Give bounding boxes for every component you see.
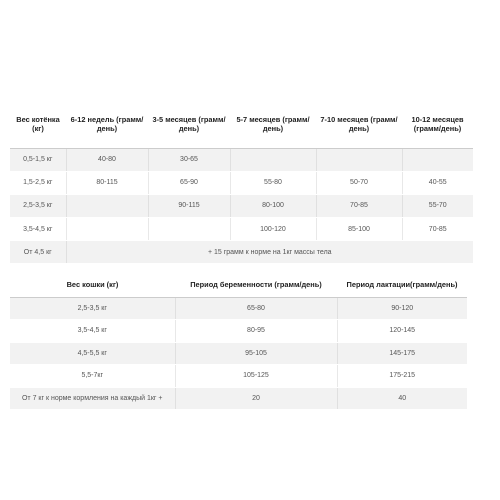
table-cell (316, 148, 402, 171)
header-10-12-months: 10-12 месяцев (грамм/день) (402, 100, 473, 148)
table-cell: 80-95 (175, 320, 337, 343)
table-cell: От 7 кг к норме кормления на каждый 1кг + (10, 387, 175, 410)
table-cell: 120-145 (337, 320, 467, 343)
table-cell: 5,5-7кг (10, 365, 175, 388)
table-cell (402, 148, 473, 171)
header-pregnancy: Период беременности (грамм/день) (175, 273, 337, 297)
header-lactation: Период лактации(грамм/день) (337, 273, 467, 297)
table-cell: 90-115 (148, 194, 230, 217)
table-cell (148, 218, 230, 241)
header-cat-weight: Вес кошки (кг) (10, 273, 175, 297)
table-cell: 40-55 (402, 171, 473, 194)
table-row (10, 148, 473, 171)
table-cell: 1,5-2,5 кг (10, 171, 66, 194)
table-cell: 50-70 (316, 171, 402, 194)
table-header-row (10, 273, 467, 297)
header-kitten-weight: Вес котёнка (кг) (10, 100, 66, 148)
table-cell: 70-85 (316, 194, 402, 217)
table-row (10, 241, 473, 264)
table-cell: 105-125 (175, 365, 337, 388)
header-7-10-months: 7-10 месяцев (грамм/день) (316, 100, 402, 148)
table-cell: 95-105 (175, 342, 337, 365)
table-cell: 2,5-3,5 кг (10, 297, 175, 320)
table-cell: 145-175 (337, 342, 467, 365)
table-header-row (10, 100, 473, 148)
table-cell: 3,5-4,5 кг (10, 218, 66, 241)
table-cell: 65-90 (148, 171, 230, 194)
table-row (10, 365, 467, 388)
table-cell: 4,5-5,5 кг (10, 342, 175, 365)
table-row (10, 387, 467, 410)
table-cell: 65-80 (175, 297, 337, 320)
table-cell: 0,5-1,5 кг (10, 148, 66, 171)
table-cell: 100-120 (230, 218, 316, 241)
table-cell-note: + 15 грамм к норме на 1кг массы тела (66, 241, 473, 264)
table-cell: 3,5-4,5 кг (10, 320, 175, 343)
cat-feeding-table (10, 273, 467, 410)
table-cell: 55-70 (402, 194, 473, 217)
table-cell: 30-65 (148, 148, 230, 171)
table-row (10, 342, 467, 365)
kitten-feeding-table (10, 100, 473, 264)
header-5-7-months: 5-7 месяцев (грамм/день) (230, 100, 316, 148)
table-cell: 2,5-3,5 кг (10, 194, 66, 217)
table-row (10, 171, 473, 194)
header-3-5-months: 3-5 месяцев (грамм/день) (148, 100, 230, 148)
table-cell: 70-85 (402, 218, 473, 241)
table-cell: 85-100 (316, 218, 402, 241)
header-6-12-weeks: 6-12 недель (грамм/день) (66, 100, 148, 148)
table-cell: 20 (175, 387, 337, 410)
table-row (10, 320, 467, 343)
table-cell: 55-80 (230, 171, 316, 194)
table-row (10, 194, 473, 217)
table-cell: 90-120 (337, 297, 467, 320)
table-cell (66, 194, 148, 217)
table-cell: От 4,5 кг (10, 241, 66, 264)
table-cell: 80-100 (230, 194, 316, 217)
table-cell (66, 218, 148, 241)
table-cell: 80-115 (66, 171, 148, 194)
table-cell (230, 148, 316, 171)
table-row (10, 218, 473, 241)
table-cell: 40 (337, 387, 467, 410)
table-cell: 175-215 (337, 365, 467, 388)
table-row (10, 297, 467, 320)
table-cell: 40-80 (66, 148, 148, 171)
